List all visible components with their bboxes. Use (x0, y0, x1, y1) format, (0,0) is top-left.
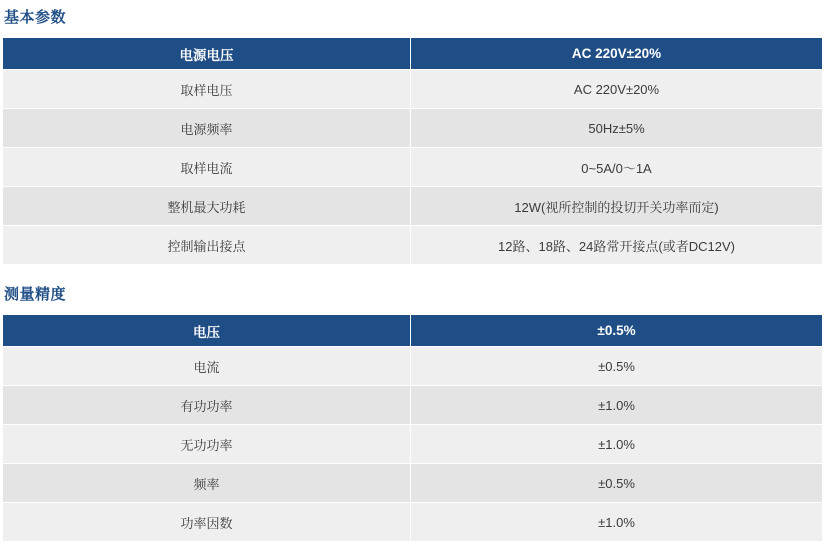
table-cell-label: 取样电流 (3, 148, 411, 187)
section-title-measurement-accuracy: 测量精度 (4, 286, 67, 303)
table-row (3, 503, 823, 542)
table-cell-value: ±0.5% (411, 464, 823, 503)
table-row (3, 386, 823, 425)
table-cell-value: ±1.0% (411, 386, 823, 425)
table-cell-label: 无功功率 (3, 425, 411, 464)
table-cell-label: 电流 (3, 347, 411, 386)
table-header-cell-label: 电源电压 (3, 38, 411, 70)
table-cell-label: 整机最大功耗 (3, 187, 411, 226)
table-cell-value: 12路、18路、24路常开接点(或者DC12V) (411, 226, 823, 265)
table-row (3, 148, 823, 187)
table-cell-value: 0~5A/0～1A (411, 148, 823, 187)
section-basic-parameters (0, 6, 824, 265)
table-row (3, 187, 823, 226)
table-cell-label: 功率因数 (3, 503, 411, 542)
table-row (3, 70, 823, 109)
table-header-cell-value: ±0.5% (411, 315, 823, 347)
table-cell-label: 频率 (3, 464, 411, 503)
table-row (3, 109, 823, 148)
table-cell-label: 电源频率 (3, 109, 411, 148)
table-row (3, 347, 823, 386)
table-row (3, 464, 823, 503)
table-header-row (3, 315, 823, 347)
table-cell-value: 50Hz±5% (411, 109, 823, 148)
table-cell-label: 控制输出接点 (3, 226, 411, 265)
table-row (3, 425, 823, 464)
spec-table-basic-parameters (2, 37, 823, 265)
table-row (3, 226, 823, 265)
spec-table-measurement-accuracy (2, 314, 823, 542)
table-cell-value: ±0.5% (411, 347, 823, 386)
table-header-cell-label: 电压 (3, 315, 411, 347)
section-title-basic-parameters: 基本参数 (4, 9, 67, 26)
table-header-cell-value: AC 220V±20% (411, 38, 823, 70)
table-cell-value: ±1.0% (411, 425, 823, 464)
table-cell-value: ±1.0% (411, 503, 823, 542)
table-cell-label: 有功功率 (3, 386, 411, 425)
table-header-row (3, 38, 823, 70)
table-cell-value: 12W(视所控制的投切开关功率而定) (411, 187, 823, 226)
table-cell-label: 取样电压 (3, 70, 411, 109)
section-measurement-accuracy (0, 283, 824, 542)
table-cell-value: AC 220V±20% (411, 70, 823, 109)
